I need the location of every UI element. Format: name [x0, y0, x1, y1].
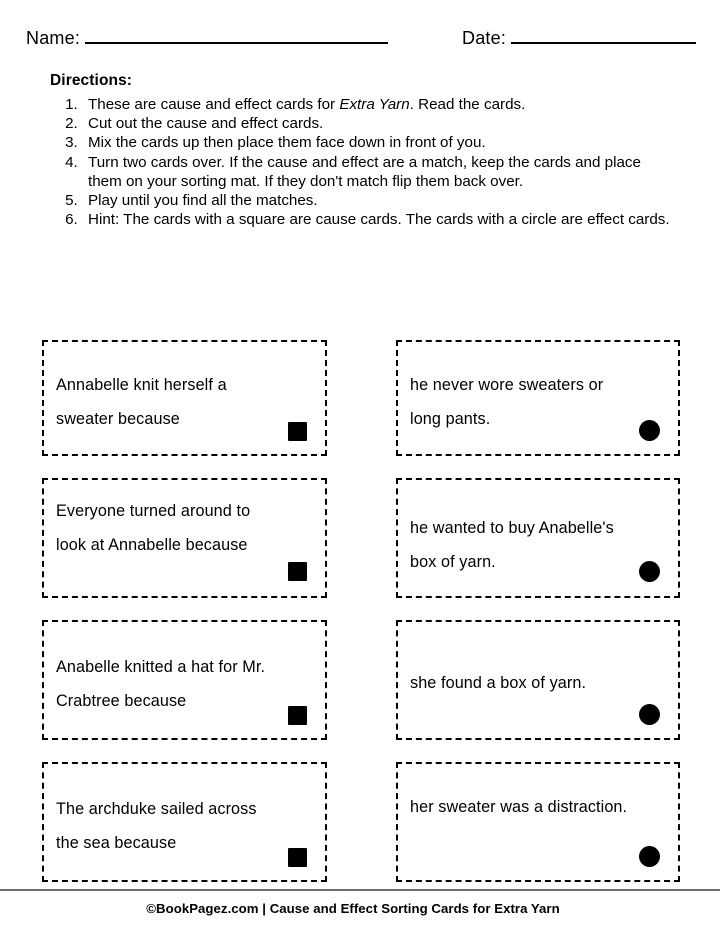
date-write-line[interactable]	[511, 28, 696, 44]
direction-text-post: . Read the cards.	[409, 96, 526, 113]
effect-card-text: he never wore sweaters or long pants.	[410, 376, 604, 428]
directions-list	[50, 95, 670, 229]
square-marker	[288, 848, 307, 867]
square-marker	[288, 562, 307, 581]
cause-card[interactable]	[42, 620, 327, 740]
card-row	[0, 762, 720, 882]
name-field-group	[26, 28, 388, 49]
direction-item-2	[82, 114, 670, 133]
direction-text-italic: Extra Yarn	[339, 96, 410, 113]
card-row	[0, 620, 720, 740]
cause-card-text: Anabelle knitted a hat for Mr. Crabtree because	[56, 658, 266, 710]
circle-marker	[639, 420, 660, 441]
direction-item-3	[82, 133, 670, 152]
directions-section	[50, 72, 670, 229]
direction-item-5	[82, 191, 670, 210]
cause-card-text: Annabelle knit herself a sweater because	[56, 376, 227, 428]
card-row	[0, 340, 720, 456]
direction-item-6	[82, 210, 670, 229]
direction-text-pre: Hint: The cards with a square are cause cards. The cards with a circle are effect cards.	[88, 211, 670, 229]
name-write-line[interactable]	[85, 28, 388, 44]
direction-text-pre: Turn two cards over. If the cause and effect are a match, keep the cards and place them on your sorting mat. If they don't match flip them back over.	[88, 153, 641, 190]
date-label: Date:	[462, 28, 507, 48]
footer-attribution: ©BookPagez.com | Cause and Effect Sorting Cards for Extra Yarn	[146, 901, 560, 916]
name-date-header	[0, 28, 720, 58]
direction-item-1	[82, 95, 670, 114]
direction-text-pre: Cut out the cause and effect cards.	[88, 115, 324, 133]
direction-text-pre: Play until you find all the matches.	[88, 192, 318, 210]
directions-title: Directions:	[50, 72, 133, 89]
direction-item-4	[82, 153, 670, 191]
square-marker	[288, 706, 307, 725]
direction-text-pre: These are cause and effect cards for	[88, 96, 340, 113]
date-field-group	[462, 28, 696, 49]
cause-card-text: Everyone turned around to look at Annabelle because	[56, 502, 251, 554]
circle-marker	[639, 561, 660, 582]
effect-card-text: her sweater was a distraction.	[410, 798, 628, 816]
cause-card[interactable]	[42, 340, 327, 456]
cause-card-text: The archduke sailed across the sea because	[56, 800, 257, 852]
card-row	[0, 478, 720, 598]
effect-card[interactable]	[396, 762, 680, 882]
square-marker	[288, 422, 307, 441]
effect-card[interactable]	[396, 340, 680, 456]
effect-card-text: he wanted to buy Anabelle's box of yarn.	[410, 519, 614, 571]
footer-divider	[0, 889, 720, 891]
name-label: Name:	[26, 28, 81, 48]
circle-marker	[639, 846, 660, 867]
direction-text-pre: Mix the cards up then place them face down in front of you.	[88, 134, 486, 152]
cause-card[interactable]	[42, 478, 327, 598]
cause-card[interactable]	[42, 762, 327, 882]
circle-marker	[639, 704, 660, 725]
effect-card[interactable]	[396, 620, 680, 740]
effect-card-text: she found a box of yarn.	[410, 674, 587, 692]
effect-card[interactable]	[396, 478, 680, 598]
